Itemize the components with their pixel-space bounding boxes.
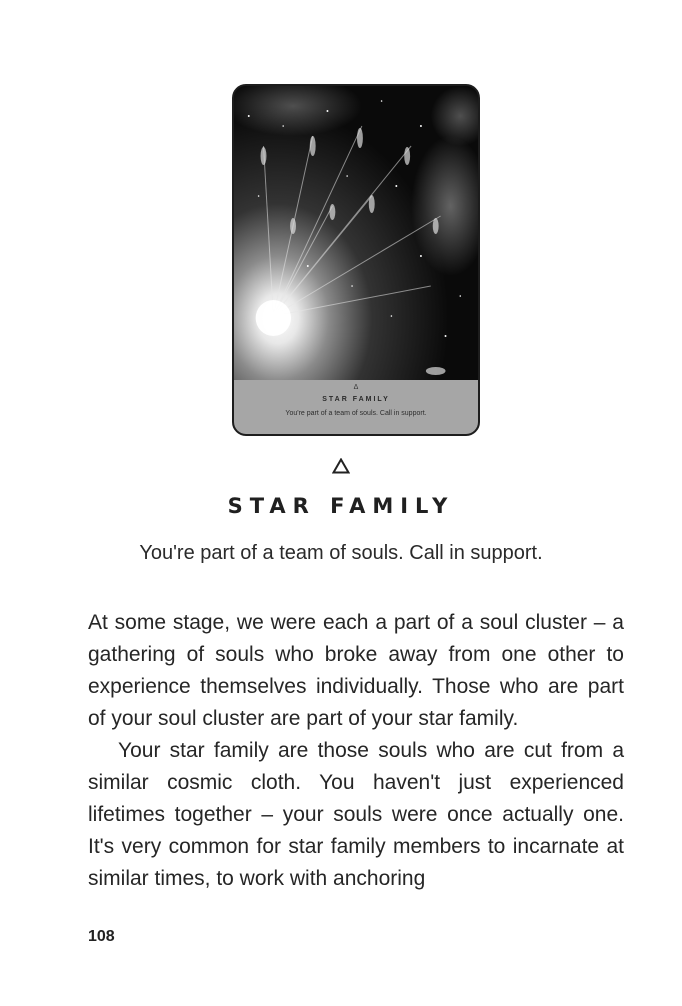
paragraph-2: Your star family are those souls who are cut from a similar cosmic cloth. You haven't just experienced lifetimes together – your souls were once actually one. It's very common for star family members to incarnate at similar times, to work with anchoring	[88, 739, 624, 890]
body-text	[88, 607, 624, 895]
card-subtitle: You're part of a team of souls. Call in support.	[285, 410, 427, 417]
page-number: 108	[88, 928, 115, 945]
triangle-icon	[0, 458, 682, 474]
card-title: STAR FAMILY	[322, 396, 390, 403]
delta-icon	[332, 458, 350, 474]
paragraph-1: At some stage, we were each a part of a soul cluster – a gathering of souls who broke away from one other to experience themselves individually. Those who are part of your soul cluster are part of your star family.	[88, 611, 624, 730]
section-title: STAR FAMILY	[227, 494, 455, 518]
cosmic-nebula-illustration	[234, 86, 478, 384]
card-triangle-icon: Δ	[353, 384, 359, 391]
card-caption-bar	[234, 380, 478, 434]
section-tagline: You're part of a team of souls. Call in support.	[139, 542, 543, 564]
oracle-card-image	[232, 84, 480, 436]
